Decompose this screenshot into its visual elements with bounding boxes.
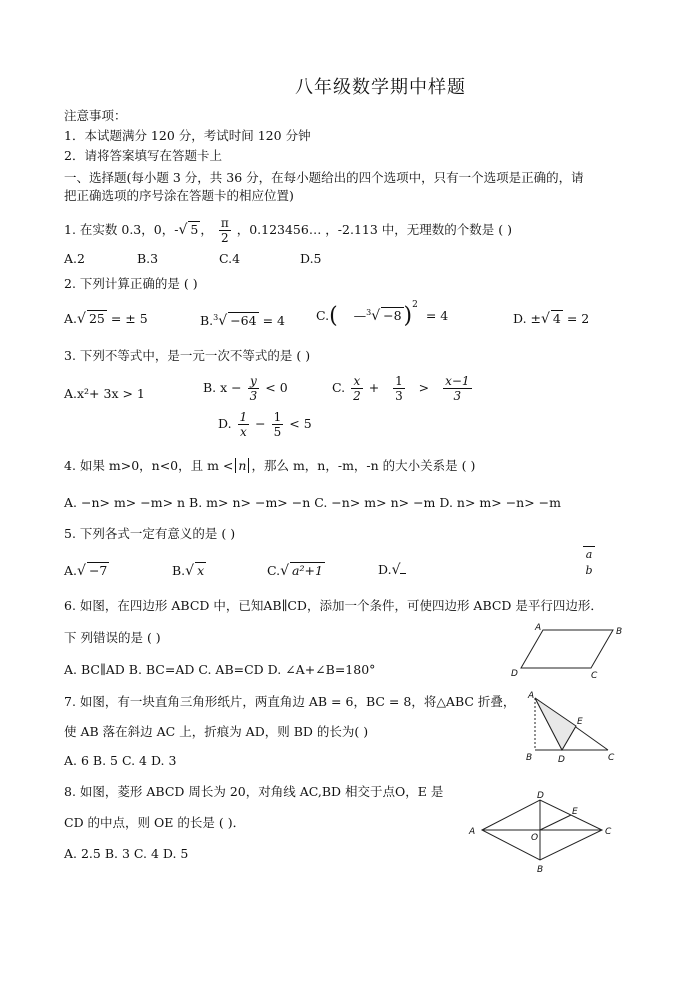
note-2: 2．请将答案填写在答题卡上 (64, 148, 222, 163)
q6-label-d: D (511, 669, 518, 679)
q1-option-c: C.4 (219, 251, 241, 266)
q5-d-fraction: a b (583, 546, 595, 579)
q1-option-b: B.3 (137, 251, 159, 266)
q5-option-a: A.√ −7 (64, 563, 108, 579)
section1-line2: 把正确选项的序号涂在答题卡的相应位置) (64, 188, 294, 203)
q6-label-b: B (616, 627, 623, 637)
q8-label-e: E (572, 807, 578, 817)
q1-radicand: 5 (190, 222, 199, 237)
q6-label-a: A (535, 623, 542, 633)
q4-stem: 4. 如果 m>0，n<0，且 m < n ，那么 m，n，-m，-n 的大小关系是 ( ) (64, 458, 476, 473)
q8-label-o: O (531, 833, 539, 843)
q8-options: A. 2.5 B. 3 C. 4 D. 5 (64, 846, 189, 861)
section1-line1: 一、选择题(每小题 3 分，共 36 分，在每小题给出的四个选项中，只有一个选项是正确的，请 (64, 170, 584, 185)
q5-option-b: B.√ x (172, 563, 205, 579)
q8-line1: 8. 如图，菱形 ABCD 周长为 20，对角线 AC,BD 相交于点O，E 是 (64, 784, 444, 799)
q2-option-a: A.√ 25 = ± 5 (64, 311, 148, 327)
q3-stem: 3. 下列不等式中，是一元一次不等式的是 ( ) (64, 348, 311, 363)
q7-label-c: C (608, 753, 615, 763)
q2-option-b: B.$^3$√ −64 = 4 (200, 313, 285, 330)
q5-stem: 5. 下列各式一定有意义的是 ( ) (64, 526, 236, 541)
q1-tail: ，0.123456… ，-2.113 中，无理数的个数是 ( ) (236, 222, 512, 237)
q2-option-d: D. ±√ 4 = 2 (513, 311, 590, 327)
q1-option-a: A.2 (64, 251, 85, 266)
q1-stem: 1. 在实数 0.3，0，-√ 5 ， $\frac{\pi}{2}$ ，0.123456… ，-2.113 中，无理数的个数是 ( ) (64, 216, 512, 245)
q7-label-e: E (577, 717, 583, 727)
q5-option-d: D.√ (378, 562, 406, 578)
q7-label-d: D (558, 755, 565, 765)
q8-line2: CD 的中点，则 OE 的长是 ( )． (64, 815, 246, 830)
page-title: 八年级数学期中样题 (295, 77, 466, 98)
q3-option-a: A.x²+ 3x > 1 (64, 386, 145, 401)
q7-line2: 使 AB 落在斜边 AC 上，折痕为 AD，则 BD 的长为( ) (64, 724, 369, 739)
q7-options: A. 6 B. 5 C. 4 D. 3 (64, 753, 177, 768)
q1-pi-fraction (219, 216, 231, 245)
note-1: 1．本试题满分 120 分，考试时间 120 分钟 (64, 128, 311, 143)
q6-line1: 6. 如图，在四边形 ABCD 中，已知AB∥CD，添加一个条件，可使四边形 ABCD 是平行四边形． (64, 598, 603, 613)
q4-options: A. −n> m> −m> n B. m> n> −m> −n C. −n> m> n> −m D. n> m> −n> −m (64, 495, 561, 510)
q6-parallelogram-figure (505, 620, 630, 680)
q1-lead: 1. 在实数 0.3，0，- (64, 222, 179, 237)
q8-label-d: D (537, 791, 544, 801)
q5-option-c: C.√ a²+1 (267, 563, 323, 579)
q8-rhombus-figure (465, 788, 625, 878)
q1-pi: π (220, 216, 229, 230)
q4-abs: n (235, 458, 249, 473)
q3-option-c: C. $\frac{x}{2}$ + $\frac{1}{3}$ > $\frac{x-1}{3}$ (332, 374, 470, 403)
q2-stem: 2. 下列计算正确的是 ( ) (64, 276, 198, 291)
q8-label-b: B (537, 865, 544, 875)
q3-option-d: D. $\frac{1}{x}$ − $\frac{1}{5}$ < 5 (218, 410, 312, 439)
notes-header: 注意事项： (64, 108, 127, 123)
q2-option-c: C.( —$^3$√ −8)$^2$ = 4 (316, 300, 449, 329)
q6-line2: 下 列错误的是 ( ) (64, 630, 161, 645)
q3-option-b: B. x − $\frac{y}{3}$ < 0 (203, 374, 288, 403)
q8-label-c: C (605, 827, 612, 837)
q6-options: A. BC∥AD B. BC=AD C. AB=CD D. ∠A+∠B=180° (64, 662, 376, 677)
q1-two: 2 (220, 231, 229, 245)
q7-triangle-figure (522, 688, 622, 768)
q1-sep: ， (200, 222, 213, 237)
q7-label-b: B (526, 753, 533, 763)
q6-label-c: C (591, 671, 598, 680)
q7-label-a: A (528, 691, 535, 701)
q1-option-d: D.5 (300, 251, 322, 266)
q8-label-a: A (469, 827, 476, 837)
q7-line1: 7. 如图，有一块直角三角形纸片，两直角边 AB = 6，BC = 8，将△ABC 折叠， (64, 694, 516, 709)
